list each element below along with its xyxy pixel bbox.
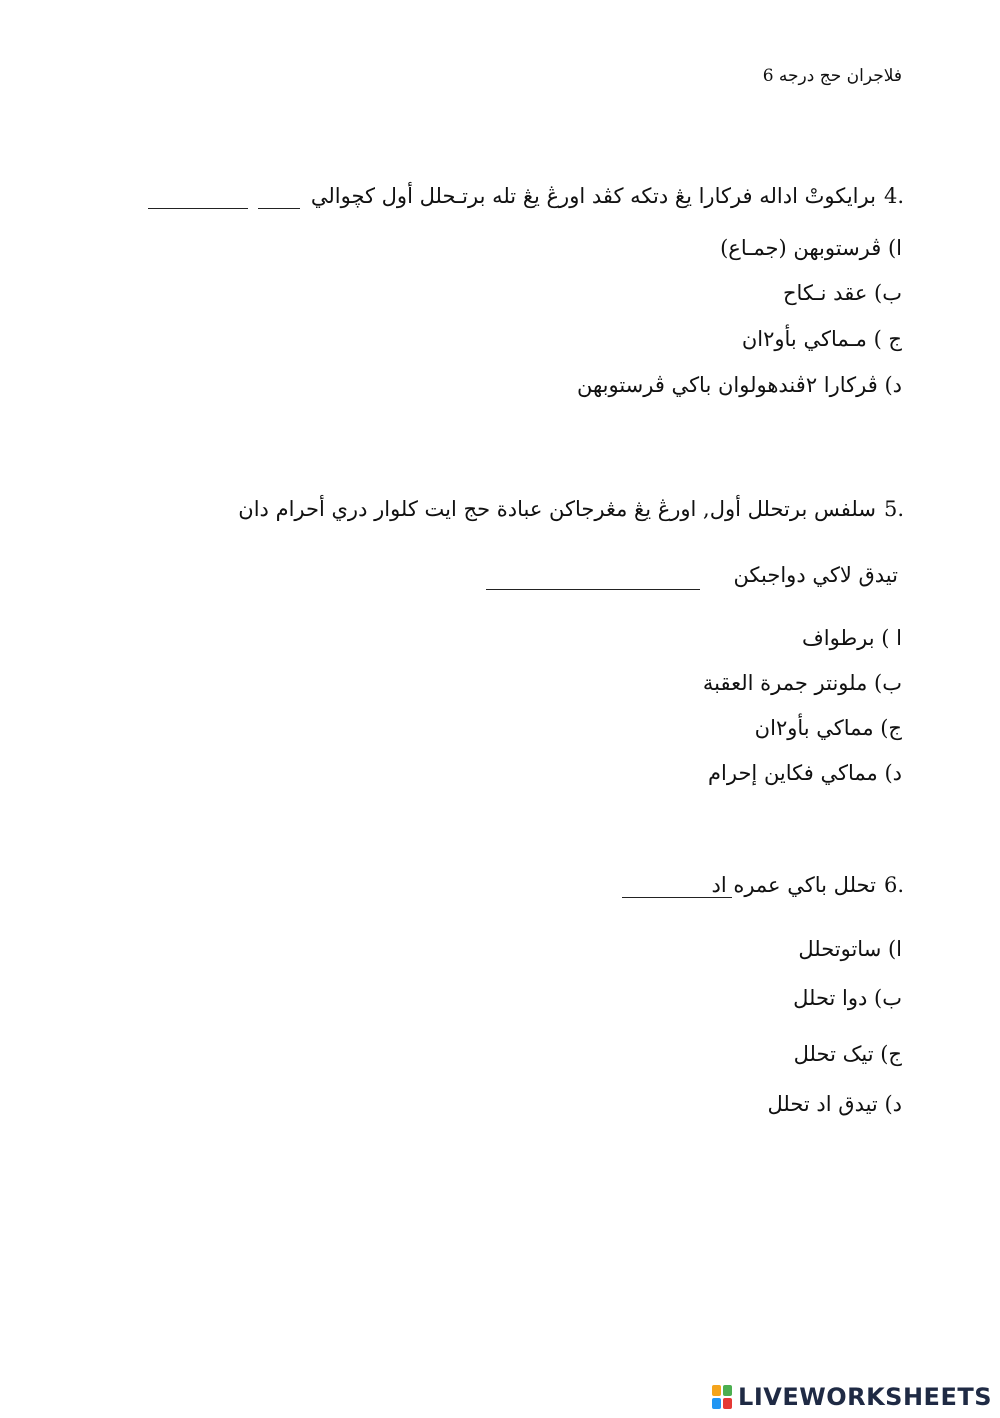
answer-blank-q4-b [258,208,300,209]
question-4 [311,184,904,208]
question-5-line2: تيدق لاکي دواجبکن [733,563,898,587]
q4-option-d[interactable]: د) ڤرکارا ٢ڤندهولوان باکي ڤرستوبهن [576,373,902,397]
answer-blank-q4[interactable] [148,208,248,209]
q4-option-c[interactable]: ج ) مـماکي بأو٢ان [741,327,902,351]
page-title: فلاجران حج درجه 6 [762,66,902,86]
question-5-number: 5. [883,497,904,521]
q6-option-a[interactable]: ا) ساتوتحلل [798,937,902,961]
question-6 [711,873,904,897]
answer-blank-q5[interactable] [486,589,700,590]
question-6-text: تحلل باکي عمره اد [711,873,876,897]
question-5 [238,497,904,521]
question-6-number: 6. [883,873,904,897]
question-4-text: برايکوتْ اداله فرکارا يڠ دتکه کڤد اورڠ يڠ تله برتـحلل أول کچوالي [310,184,876,208]
liveworksheets-logo-icon [712,1385,732,1409]
q5-option-a[interactable]: ا ) برطواف [802,626,902,650]
q6-option-d[interactable]: د) تيدق اد تحلل [767,1092,902,1116]
q5-option-b[interactable]: ب) ملونتر جمرة العقبة [702,671,902,695]
q6-option-b[interactable]: ب) دوا تحلل [793,986,902,1010]
q6-option-c[interactable]: ج) تيک تحلل [793,1042,902,1066]
footer-brand [712,1382,992,1412]
answer-blank-q6[interactable] [622,897,732,898]
question-4-number: 4. [883,184,904,208]
footer-brand-text: LIVEWORKSHEETS [738,1383,992,1411]
q4-option-a[interactable]: ا) ڤرستوبهن (جمـاع) [720,236,902,260]
q4-option-b[interactable]: ب) عقد نـکاح [782,281,902,305]
q5-option-c[interactable]: ج) مماکي بأو٢ان [754,716,902,740]
q5-option-d[interactable]: د) مماکي فکاين إحرام [708,761,902,785]
question-5-text-line1: سلفس برتحلل أول, اورڠ يڠ مڠرجاکن عبادة حج ايت کلوار دري أحرام دان [238,497,876,521]
